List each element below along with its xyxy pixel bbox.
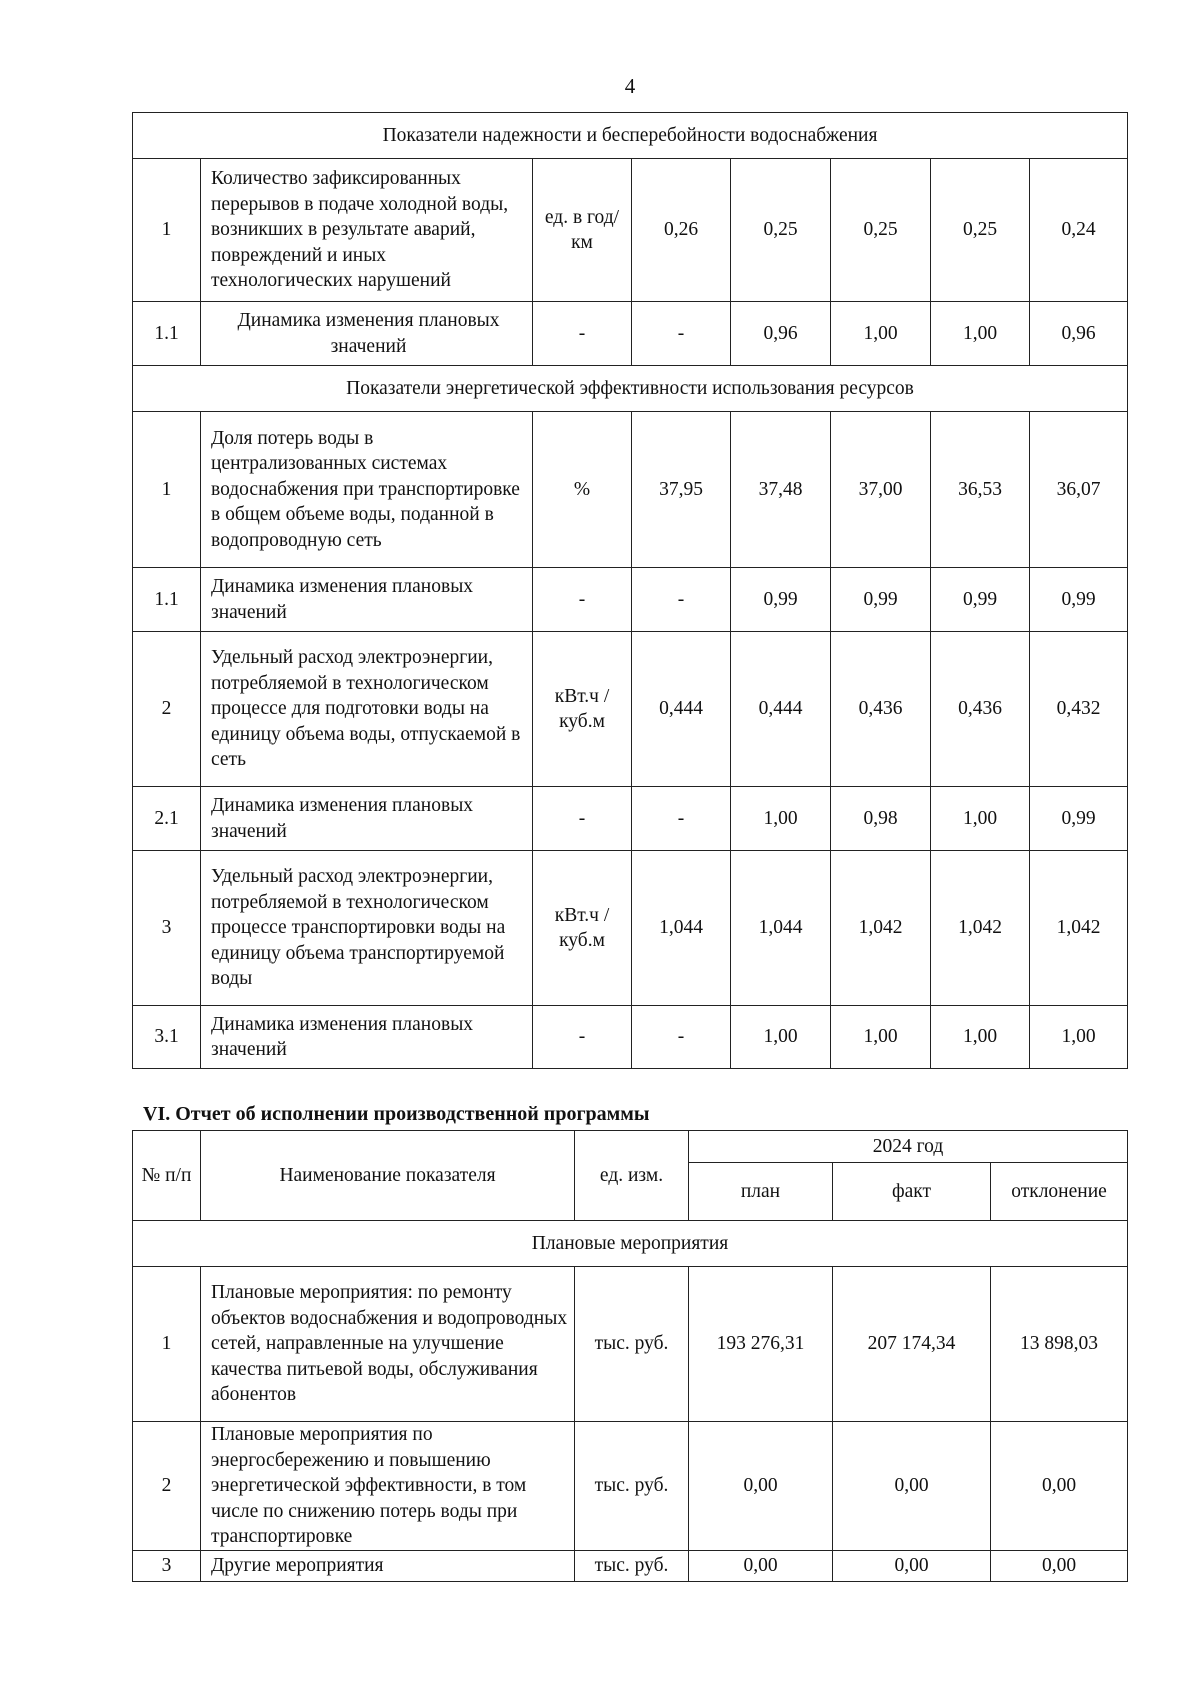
section-title: Показатели энергетической эффективности использования ресурсов xyxy=(133,366,1128,412)
deviation-cell: 0,00 xyxy=(991,1551,1128,1582)
program-report-table xyxy=(132,1130,1128,1582)
value-cell: 0,25 xyxy=(931,159,1030,302)
value-cell: 1,042 xyxy=(1030,851,1128,1006)
plan-cell: 193 276,31 xyxy=(689,1267,833,1422)
value-cell: - xyxy=(632,1006,731,1069)
value-cell: 0,432 xyxy=(1030,632,1128,787)
table-row xyxy=(133,851,1128,1006)
value-cell: 37,95 xyxy=(632,412,731,568)
value-cell: 1,044 xyxy=(632,851,731,1006)
value-cell: 0,99 xyxy=(1030,787,1128,851)
unit-cell: - xyxy=(533,787,632,851)
value-cell: 0,24 xyxy=(1030,159,1128,302)
measure-name: Другие мероприятия xyxy=(201,1551,575,1582)
fact-cell: 0,00 xyxy=(833,1422,991,1551)
value-cell: 1,00 xyxy=(831,302,931,366)
row-number: 3 xyxy=(133,1551,201,1582)
value-cell: 1,042 xyxy=(931,851,1030,1006)
section-row xyxy=(133,113,1128,159)
value-cell: 36,07 xyxy=(1030,412,1128,568)
fact-cell: 0,00 xyxy=(833,1551,991,1582)
value-cell: 0,99 xyxy=(831,568,931,632)
deviation-cell: 0,00 xyxy=(991,1422,1128,1551)
row-number: 1 xyxy=(133,412,201,568)
value-cell: 0,25 xyxy=(831,159,931,302)
value-cell: 0,99 xyxy=(731,568,831,632)
unit-cell: ед. в год/ км xyxy=(533,159,632,302)
page-number: 4 xyxy=(624,74,636,98)
unit-cell: тыс. руб. xyxy=(575,1267,689,1422)
indicator-name: Динамика изменения плановых значений xyxy=(201,568,533,632)
table-row xyxy=(133,1006,1128,1069)
section-row xyxy=(133,366,1128,412)
fact-cell: 207 174,34 xyxy=(833,1267,991,1422)
measure-name: Плановые мероприятия по энергосбережению и повышению энергетической эффективности, в том числе по снижению потерь воды при транспортировке xyxy=(201,1422,575,1551)
value-cell: - xyxy=(632,568,731,632)
row-number: 1 xyxy=(133,159,201,302)
unit-cell: % xyxy=(533,412,632,568)
table-row xyxy=(133,1267,1128,1422)
table-row xyxy=(133,412,1128,568)
value-cell: 1,00 xyxy=(731,1006,831,1069)
section-heading: VI. Отчет об исполнении производственной программы xyxy=(143,1103,650,1125)
header-plan: план xyxy=(689,1163,833,1221)
value-cell: 1,00 xyxy=(931,302,1030,366)
deviation-cell: 13 898,03 xyxy=(991,1267,1128,1422)
unit-cell: - xyxy=(533,1006,632,1069)
table-row xyxy=(133,1422,1128,1551)
unit-cell: - xyxy=(533,568,632,632)
indicator-name: Удельный расход электроэнергии, потребляемой в технологическом процессе транспортировки воды на единицу объема транспортируемой воды xyxy=(201,851,533,1006)
row-number: 2 xyxy=(133,1422,201,1551)
measure-name: Плановые мероприятия: по ремонту объектов водоснабжения и водопроводных сетей, направленные на улучшение качества питьевой воды, обслуживания абонентов xyxy=(201,1267,575,1422)
value-cell: 0,96 xyxy=(1030,302,1128,366)
value-cell: 37,48 xyxy=(731,412,831,568)
value-cell: 0,436 xyxy=(931,632,1030,787)
table-row xyxy=(133,787,1128,851)
unit-cell: - xyxy=(533,302,632,366)
value-cell: 0,25 xyxy=(731,159,831,302)
value-cell: 37,00 xyxy=(831,412,931,568)
section-title: Плановые мероприятия xyxy=(133,1221,1128,1267)
value-cell: 1,00 xyxy=(831,1006,931,1069)
table-row xyxy=(133,302,1128,366)
value-cell: 0,96 xyxy=(731,302,831,366)
table-row xyxy=(133,1551,1128,1582)
unit-cell: тыс. руб. xyxy=(575,1422,689,1551)
value-cell: 0,98 xyxy=(831,787,931,851)
header-year: 2024 год xyxy=(689,1131,1128,1163)
indicator-name: Динамика изменения плановых значений xyxy=(201,302,533,366)
row-number: 1 xyxy=(133,1267,201,1422)
header-fact: факт xyxy=(833,1163,991,1221)
value-cell: - xyxy=(632,302,731,366)
value-cell: 0,444 xyxy=(632,632,731,787)
plan-cell: 0,00 xyxy=(689,1551,833,1582)
value-cell: 1,00 xyxy=(1030,1006,1128,1069)
indicators-table xyxy=(132,112,1128,1069)
value-cell: 1,00 xyxy=(931,1006,1030,1069)
row-number: 3 xyxy=(133,851,201,1006)
value-cell: 1,044 xyxy=(731,851,831,1006)
row-number: 2.1 xyxy=(133,787,201,851)
value-cell: 0,444 xyxy=(731,632,831,787)
header-deviation: отклонение xyxy=(991,1163,1128,1221)
value-cell: 36,53 xyxy=(931,412,1030,568)
header-name: Наименование показателя xyxy=(201,1131,575,1221)
table-row xyxy=(133,159,1128,302)
row-number: 1.1 xyxy=(133,568,201,632)
row-number: 2 xyxy=(133,632,201,787)
unit-cell: кВт.ч / куб.м xyxy=(533,632,632,787)
unit-cell: кВт.ч / куб.м xyxy=(533,851,632,1006)
indicator-name: Динамика изменения плановых значений xyxy=(201,1006,533,1069)
value-cell: 1,00 xyxy=(731,787,831,851)
value-cell: 0,99 xyxy=(1030,568,1128,632)
value-cell: 0,436 xyxy=(831,632,931,787)
value-cell: - xyxy=(632,787,731,851)
indicator-name: Динамика изменения плановых значений xyxy=(201,787,533,851)
row-number: 3.1 xyxy=(133,1006,201,1069)
indicator-name: Количество зафиксированных перерывов в подаче холодной воды, возникших в результате аварий, повреждений и иных технологических нарушений xyxy=(201,159,533,302)
section-title: Показатели надежности и бесперебойности водоснабжения xyxy=(133,113,1128,159)
unit-cell: тыс. руб. xyxy=(575,1551,689,1582)
table-row xyxy=(133,632,1128,787)
indicator-name: Удельный расход электроэнергии, потребляемой в технологическом процессе для подготовки воды на единицу объема воды, отпускаемой в сеть xyxy=(201,632,533,787)
value-cell: 1,042 xyxy=(831,851,931,1006)
section-row xyxy=(133,1221,1128,1267)
header-unit: ед. изм. xyxy=(575,1131,689,1221)
table-row xyxy=(133,568,1128,632)
plan-cell: 0,00 xyxy=(689,1422,833,1551)
header-row xyxy=(133,1131,1128,1163)
value-cell: 1,00 xyxy=(931,787,1030,851)
header-num: № п/п xyxy=(133,1131,201,1221)
value-cell: 0,99 xyxy=(931,568,1030,632)
row-number: 1.1 xyxy=(133,302,201,366)
value-cell: 0,26 xyxy=(632,159,731,302)
indicator-name: Доля потерь воды в централизованных системах водоснабжения при транспортировке в общем объеме воды, поданной в водопроводную сеть xyxy=(201,412,533,568)
